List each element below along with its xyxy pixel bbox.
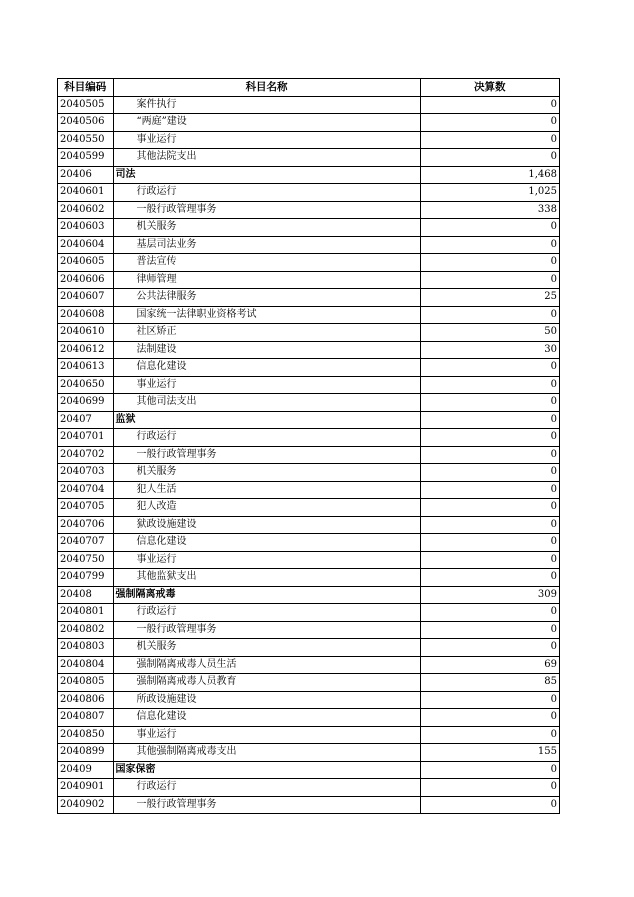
table-row [58,709,560,727]
row-item-name [113,376,420,394]
row-code: 2040807 [58,709,114,727]
row-name-text: 律师管理 [136,273,177,285]
row-amount: 85 [420,674,559,692]
row-name-text: 公共法律服务 [136,291,197,303]
row-amount: 0 [420,726,559,744]
row-item-name [113,271,420,289]
table-row [58,184,560,202]
table-row [58,674,560,692]
row-amount: 0 [420,481,559,499]
row-code: 2040603 [58,219,114,237]
row-code: 2040706 [58,516,114,534]
table-row [58,464,560,482]
table-row [58,534,560,552]
row-amount: 0 [420,464,559,482]
row-name-text: 事业运行 [136,378,177,390]
row-name-text: 信息化建设 [136,536,187,548]
row-amount: 0 [420,534,559,552]
header-name: 科目名称 [113,79,420,97]
row-name-text: 一般行政管理事务 [136,448,217,460]
row-amount: 0 [420,691,559,709]
row-amount: 338 [420,201,559,219]
row-item-name [113,201,420,219]
table-row [58,796,560,814]
row-code: 2040901 [58,779,114,797]
row-item-name [113,149,420,167]
row-name-text: 案件执行 [136,98,177,110]
row-amount: 0 [420,394,559,412]
table-row [58,779,560,797]
header-code: 科目编码 [58,79,114,97]
row-name-text: 行政运行 [136,431,177,443]
row-item-name [113,744,420,762]
row-name-text: 监狱 [115,413,136,425]
table-row [58,149,560,167]
row-code: 2040607 [58,289,114,307]
row-name-text: 强制隔离戒毒 [115,588,176,600]
row-code: 20406 [58,166,114,184]
row-item-name [113,796,420,814]
row-amount: 0 [420,271,559,289]
row-amount: 0 [420,709,559,727]
row-code: 20408 [58,586,114,604]
row-item-name [113,534,420,552]
row-amount: 1,468 [420,166,559,184]
row-amount: 0 [420,306,559,324]
table-row [58,639,560,657]
row-code: 2040613 [58,359,114,377]
row-item-name [113,674,420,692]
row-item-name [113,394,420,412]
table-row [58,376,560,394]
row-name-text: 犯人改造 [136,501,177,513]
row-item-name [113,359,420,377]
row-category-name [113,411,420,429]
row-code: 2040707 [58,534,114,552]
row-code: 2040608 [58,306,114,324]
row-amount: 0 [420,761,559,779]
table-row [58,219,560,237]
row-amount: 0 [420,254,559,272]
row-name-text: 行政运行 [136,186,177,198]
row-item-name [113,429,420,447]
row-code: 2040650 [58,376,114,394]
row-amount: 0 [420,236,559,254]
table-row [58,656,560,674]
table-row [58,114,560,132]
row-item-name [113,289,420,307]
row-name-text: 行政运行 [136,781,177,793]
row-amount: 0 [420,516,559,534]
row-name-text: 一般行政管理事务 [136,798,217,810]
table-row [58,569,560,587]
row-item-name [113,324,420,342]
row-code: 20409 [58,761,114,779]
row-name-text: 事业运行 [136,728,177,740]
row-code: 2040550 [58,131,114,149]
table-row [58,306,560,324]
row-item-name [113,464,420,482]
table-row [58,691,560,709]
row-item-name [113,481,420,499]
row-code: 2040703 [58,464,114,482]
table-row [58,359,560,377]
row-name-text: 机关服务 [136,641,177,653]
row-name-text: 其他监狱支出 [136,571,197,583]
table-row [58,271,560,289]
row-code: 2040802 [58,621,114,639]
table-row [58,481,560,499]
row-amount: 50 [420,324,559,342]
row-code: 2040801 [58,604,114,622]
table-row [58,516,560,534]
row-name-text: 犯人生活 [136,483,177,495]
row-name-text: 一般行政管理事务 [136,203,217,215]
row-item-name [113,604,420,622]
row-category-name [113,761,420,779]
table-row [58,499,560,517]
row-code: 2040506 [58,114,114,132]
row-item-name [113,779,420,797]
row-name-text: 司法 [115,168,136,180]
table-row [58,131,560,149]
row-name-text: 社区矫正 [136,326,177,338]
row-item-name [113,341,420,359]
row-item-name [113,639,420,657]
table-row [58,621,560,639]
header-row [58,79,560,97]
row-name-text: 机关服务 [136,466,177,478]
row-amount: 0 [420,376,559,394]
row-amount: 0 [420,551,559,569]
table-row [58,324,560,342]
row-item-name [113,306,420,324]
row-name-text: 国家统一法律职业资格考试 [136,308,257,320]
row-name-text: 强制隔离戒毒人员生活 [136,658,237,670]
row-amount: 0 [420,359,559,377]
row-code: 2040601 [58,184,114,202]
row-name-text: 一般行政管理事务 [136,623,217,635]
row-code: 2040702 [58,446,114,464]
row-item-name [113,184,420,202]
row-amount: 0 [420,446,559,464]
row-item-name [113,621,420,639]
row-code: 2040505 [58,96,114,114]
row-amount: 0 [420,796,559,814]
table-row [58,604,560,622]
row-amount: 69 [420,656,559,674]
row-amount: 0 [420,621,559,639]
row-item-name [113,114,420,132]
row-item-name [113,236,420,254]
table-row [58,341,560,359]
row-amount: 30 [420,341,559,359]
row-code: 2040806 [58,691,114,709]
row-name-text: 其他司法支出 [136,396,197,408]
row-code: 2040902 [58,796,114,814]
row-amount: 0 [420,569,559,587]
row-name-text: 基层司法业务 [136,238,197,250]
row-name-text: 行政运行 [136,606,177,618]
table-row [58,551,560,569]
row-item-name [113,96,420,114]
row-item-name [113,131,420,149]
table-row [58,726,560,744]
row-code: 2040612 [58,341,114,359]
row-code: 2040804 [58,656,114,674]
row-item-name [113,499,420,517]
row-code: 2040604 [58,236,114,254]
table-row [58,96,560,114]
table-row [58,411,560,429]
row-item-name [113,254,420,272]
row-item-name [113,516,420,534]
row-code: 2040602 [58,201,114,219]
row-code: 2040805 [58,674,114,692]
row-amount: 0 [420,96,559,114]
row-code: 2040899 [58,744,114,762]
row-code: 2040701 [58,429,114,447]
row-code: 2040610 [58,324,114,342]
row-name-text: 事业运行 [136,133,177,145]
row-amount: 0 [420,779,559,797]
row-item-name [113,569,420,587]
row-amount: 0 [420,499,559,517]
row-code: 20407 [58,411,114,429]
table-row [58,586,560,604]
row-amount: 0 [420,639,559,657]
row-item-name [113,709,420,727]
row-name-text: 狱政设施建设 [136,518,197,530]
row-code: 2040705 [58,499,114,517]
row-amount: 0 [420,429,559,447]
row-amount: 0 [420,411,559,429]
table-row [58,236,560,254]
row-item-name [113,691,420,709]
row-amount: 0 [420,149,559,167]
row-name-text: 法制建设 [136,343,177,355]
table-row [58,289,560,307]
table-row [58,201,560,219]
table-row [58,394,560,412]
row-code: 2040606 [58,271,114,289]
row-code: 2040750 [58,551,114,569]
row-name-text: 其他强制隔离戒毒支出 [136,746,237,758]
table-row [58,761,560,779]
row-name-text: 信息化建设 [136,361,187,373]
row-code: 2040850 [58,726,114,744]
row-amount: 25 [420,289,559,307]
row-item-name [113,551,420,569]
table-row [58,744,560,762]
row-item-name [113,219,420,237]
row-code: 2040605 [58,254,114,272]
row-item-name [113,726,420,744]
row-code: 2040704 [58,481,114,499]
row-code: 2040599 [58,149,114,167]
row-category-name [113,586,420,604]
row-name-text: “两庭”建设 [136,116,187,128]
row-name-text: 强制隔离戒毒人员教育 [136,676,237,688]
row-code: 2040799 [58,569,114,587]
row-category-name [113,166,420,184]
budget-table [57,78,560,814]
table-row [58,446,560,464]
row-name-text: 其他法院支出 [136,151,197,163]
row-code: 2040699 [58,394,114,412]
row-amount: 0 [420,604,559,622]
table-row [58,254,560,272]
row-name-text: 普法宣传 [136,256,177,268]
row-item-name [113,656,420,674]
row-name-text: 信息化建设 [136,711,187,723]
row-amount: 309 [420,586,559,604]
row-amount: 155 [420,744,559,762]
table-body [58,96,560,814]
row-code: 2040803 [58,639,114,657]
row-amount: 0 [420,114,559,132]
row-name-text: 国家保密 [115,763,156,775]
row-name-text: 事业运行 [136,553,177,565]
table-row [58,429,560,447]
row-item-name [113,446,420,464]
row-name-text: 机关服务 [136,221,177,233]
row-amount: 1,025 [420,184,559,202]
row-name-text: 所政设施建设 [136,693,197,705]
header-amount: 决算数 [420,79,559,97]
row-amount: 0 [420,219,559,237]
row-amount: 0 [420,131,559,149]
table-row [58,166,560,184]
